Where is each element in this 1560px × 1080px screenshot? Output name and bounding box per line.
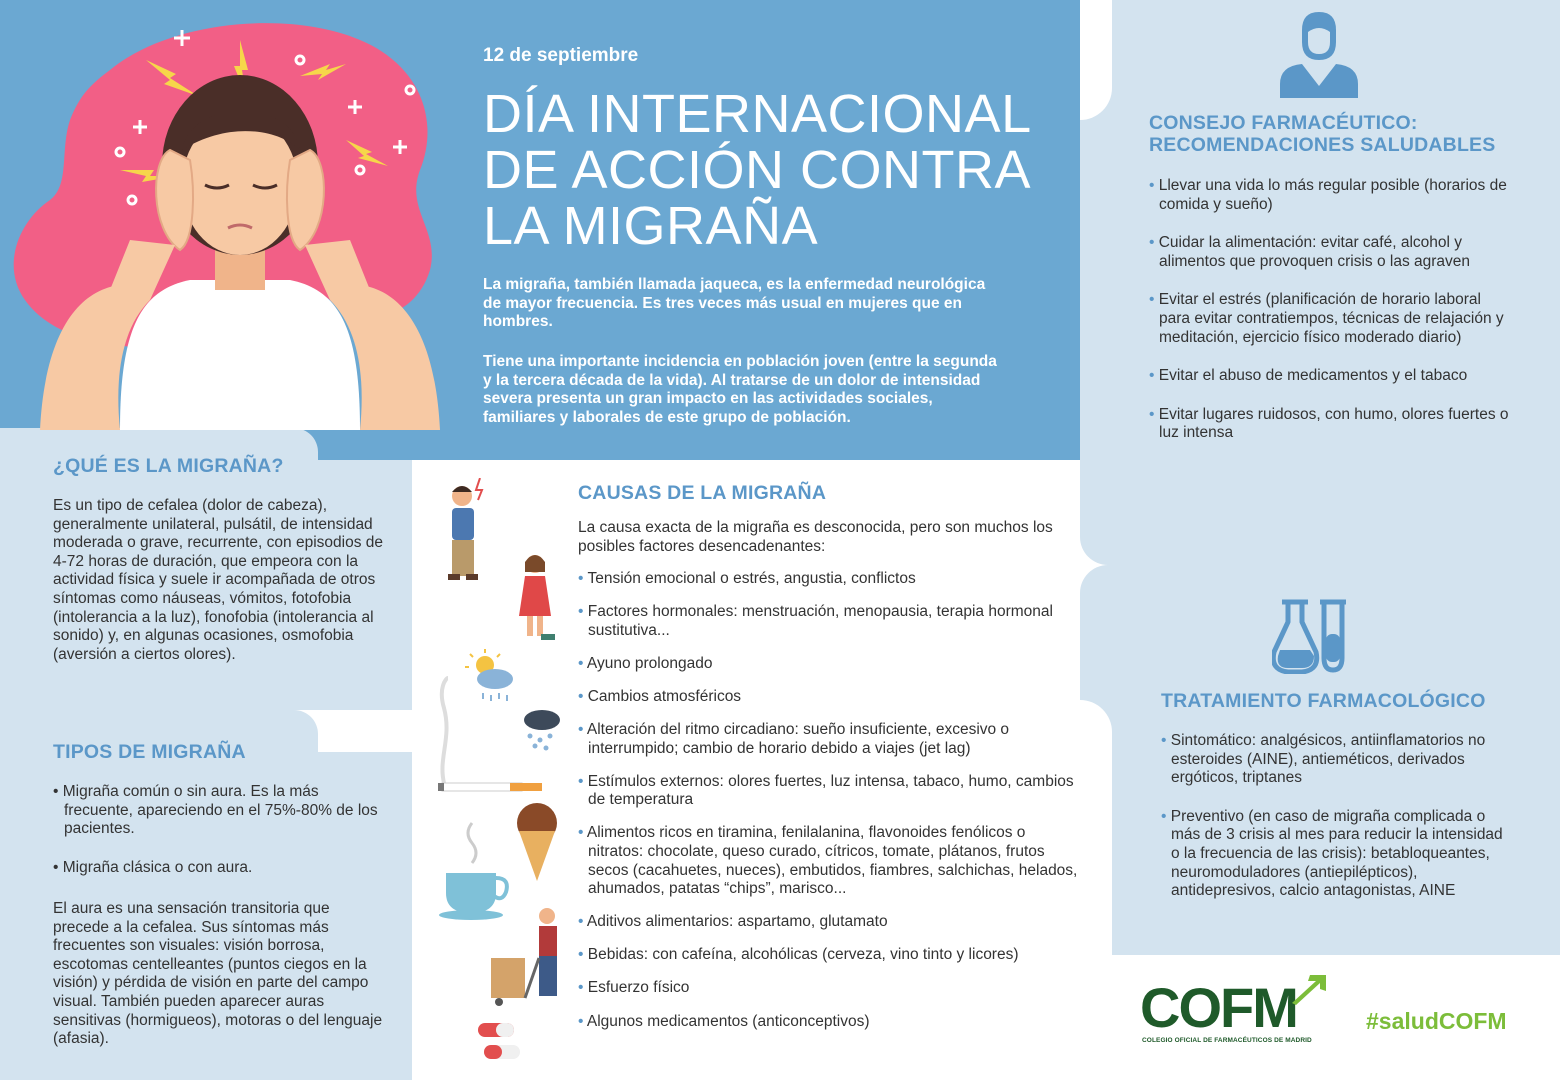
shirt-shape [120, 280, 360, 430]
consejo-heading-line-1: CONSEJO FARMACÉUTICO: [1149, 112, 1418, 134]
consejo-panel-notch [1080, 0, 1112, 120]
title-line-2: DE ACCIÓN CONTRA [483, 140, 1032, 200]
que-es-heading: ¿QUÉ ES LA MIGRAÑA? [53, 455, 284, 477]
delivery-man-icon [491, 908, 557, 1006]
list-item: • Alimentos ricos en tiramina, fenilalanina, flavonoides fenólicos o nitratos: chocolate, queso curado, cítricos, tomate, plátanos, frutos secos (cacahuetes, nueces), embutidos, fiambres, salchichas, helados, ahumados, patatas “chips”, marisco... [578, 824, 1078, 898]
sun-cloud-rain-icon [465, 649, 513, 701]
intro-paragraph-1: La migraña, también llamada jaqueca, es la enfermedad neurológica de mayor frecuencia. Es tres veces más usual en mujeres que en hombres. [483, 276, 986, 330]
headache-woman-illustration [0, 0, 470, 430]
list-item: • Cuidar la alimentación: evitar café, alcohol y alimentos que provoquen crisis o las agraven [1149, 234, 1509, 271]
causas-intro: La causa exacta de la migraña es desconocida, pero son muchos los posibles factores desencadenantes: [578, 519, 1053, 555]
list-item: • Tensión emocional o estrés, angustia, conflictos [578, 570, 1078, 589]
pill-capsule-icon [478, 1023, 520, 1059]
list-item: • Factores hormonales: menstruación, menopausia, terapia hormonal sustitutiva... [578, 603, 1078, 640]
page-title [483, 86, 1032, 254]
tratamiento-list [1161, 732, 1511, 921]
tipos-heading: TIPOS DE MIGRAÑA [53, 741, 246, 763]
intro-paragraph-2: Tiene una importante incidencia en población joven (entre la segunda y la tercera década de la vida). Al tratarse de un dolor de intensidad severa presenta un gran impacto en las actividades sociales, familiares y laborales de este grupo de población. [483, 353, 997, 426]
causas-heading: CAUSAS DE LA MIGRAÑA [578, 482, 827, 504]
list-item: • Evitar lugares ruidosos, con humo, olores fuertes o luz intensa [1149, 406, 1509, 443]
list-item: • Llevar una vida lo más regular posible (horarios de comida y sueño) [1149, 177, 1509, 214]
tratamiento-heading: TRATAMIENTO FARMACOLÓGICO [1161, 690, 1486, 712]
list-item: • Sintomático: analgésicos, antiinflamatorios no esteroides (AINE), antieméticos, derivados ergóticos, triptanes [1161, 732, 1511, 788]
stressed-man-icon [448, 478, 482, 580]
causas-list [578, 570, 1078, 1046]
tipos-list [53, 783, 383, 897]
logo-arrow-icon [1288, 975, 1328, 1005]
coffee-cup-icon [439, 823, 507, 920]
list-item: • Estímulos externos: olores fuertes, luz intensa, tabaco, humo, cambios de temperatura [578, 773, 1078, 810]
list-item: • Evitar el abuso de medicamentos y el tabaco [1149, 367, 1509, 386]
woman-red-dress-icon [519, 555, 555, 640]
cigarette-smoke-icon [438, 678, 542, 791]
list-item: • Alteración del ritmo circadiano: sueño insuficiente, excesivo o interrumpido; cambio de horario debido a viajes (jet lag) [578, 721, 1078, 758]
list-item: • Bebidas: con cafeína, alcohólicas (cerveza, vino tinto y licores) [578, 946, 1078, 965]
hero-step [318, 428, 412, 460]
list-item: • Aditivos alimentarios: aspartamo, glutamato [578, 913, 1078, 932]
title-line-1: DÍA INTERNACIONAL [483, 84, 1032, 144]
event-date: 12 de septiembre [483, 45, 639, 66]
pharmacist-icon [1278, 12, 1360, 98]
list-item: • Evitar el estrés (planificación de horario laboral para evitar contratiempos, técnicas de relajación y meditación, ejercicio físico moderado diario) [1149, 291, 1509, 347]
consejo-heading [1149, 112, 1529, 156]
list-item: • Cambios atmosféricos [578, 688, 1078, 707]
list-item: • Preventivo (en caso de migraña complicada o más de 3 crisis al mes para reducir la intensidad o la frecuencia de las crisis): betabloqueantes, neuromoduladores (antiepilépticos), antidepresivos, calcio antagonistas, AINE [1161, 808, 1511, 901]
logo-text: COFM [1140, 976, 1297, 1039]
tratamiento-panel-notch [1080, 700, 1112, 955]
list-item: • Algunos medicamentos (anticonceptivos) [578, 1013, 1078, 1032]
list-item: • Ayuno prolongado [578, 655, 1078, 674]
list-item: • Migraña común o sin aura. Es la más frecuente, apareciendo en el 75%-80% de los pacientes. [53, 783, 383, 839]
que-es-text: Es un tipo de cefalea (dolor de cabeza), generalmente unilateral, pulsátil, de intensidad moderada o grave, recurrente, con episodios de 4-72 horas de duración, que empeora con la actividad física y suele ir acompañada de otros síntomas como náuseas, vómitos, fotofobia (intolerancia a la luz), fonofobia (intolerancia al sonido) y, en algunas ocasiones, osmofobia (aversión a ciertos olores). [53, 497, 384, 663]
ice-cream-icon [517, 803, 557, 881]
consejo-heading-line-2: RECOMENDACIONES SALUDABLES [1149, 134, 1496, 156]
dark-cloud-snow-icon [524, 710, 560, 751]
logo-subtitle: COLEGIO OFICIAL DE FARMACÉUTICOS DE MADRID [1142, 1037, 1312, 1044]
aura-text: El aura es una sensación transitoria que precede a la cefalea. Sus síntomas más frecuentes son visuales: visión borrosa, escotomas centelleantes (puntos ciegos en la visión) y pérdida de visión en parte del campo visual. También pueden aparecer auras sensitivas (hormigueos), motoras o del lenguaje (afasia). [53, 900, 383, 1048]
hashtag: #saludCOFM [1366, 1008, 1507, 1034]
list-item: • Migraña clásica o con aura. [53, 859, 383, 878]
list-item: • Esfuerzo físico [578, 979, 1078, 998]
title-line-3: LA MIGRAÑA [483, 196, 819, 256]
lab-flask-icon [1272, 598, 1348, 674]
consejo-list [1149, 177, 1509, 463]
causas-illustrations [430, 478, 575, 1068]
